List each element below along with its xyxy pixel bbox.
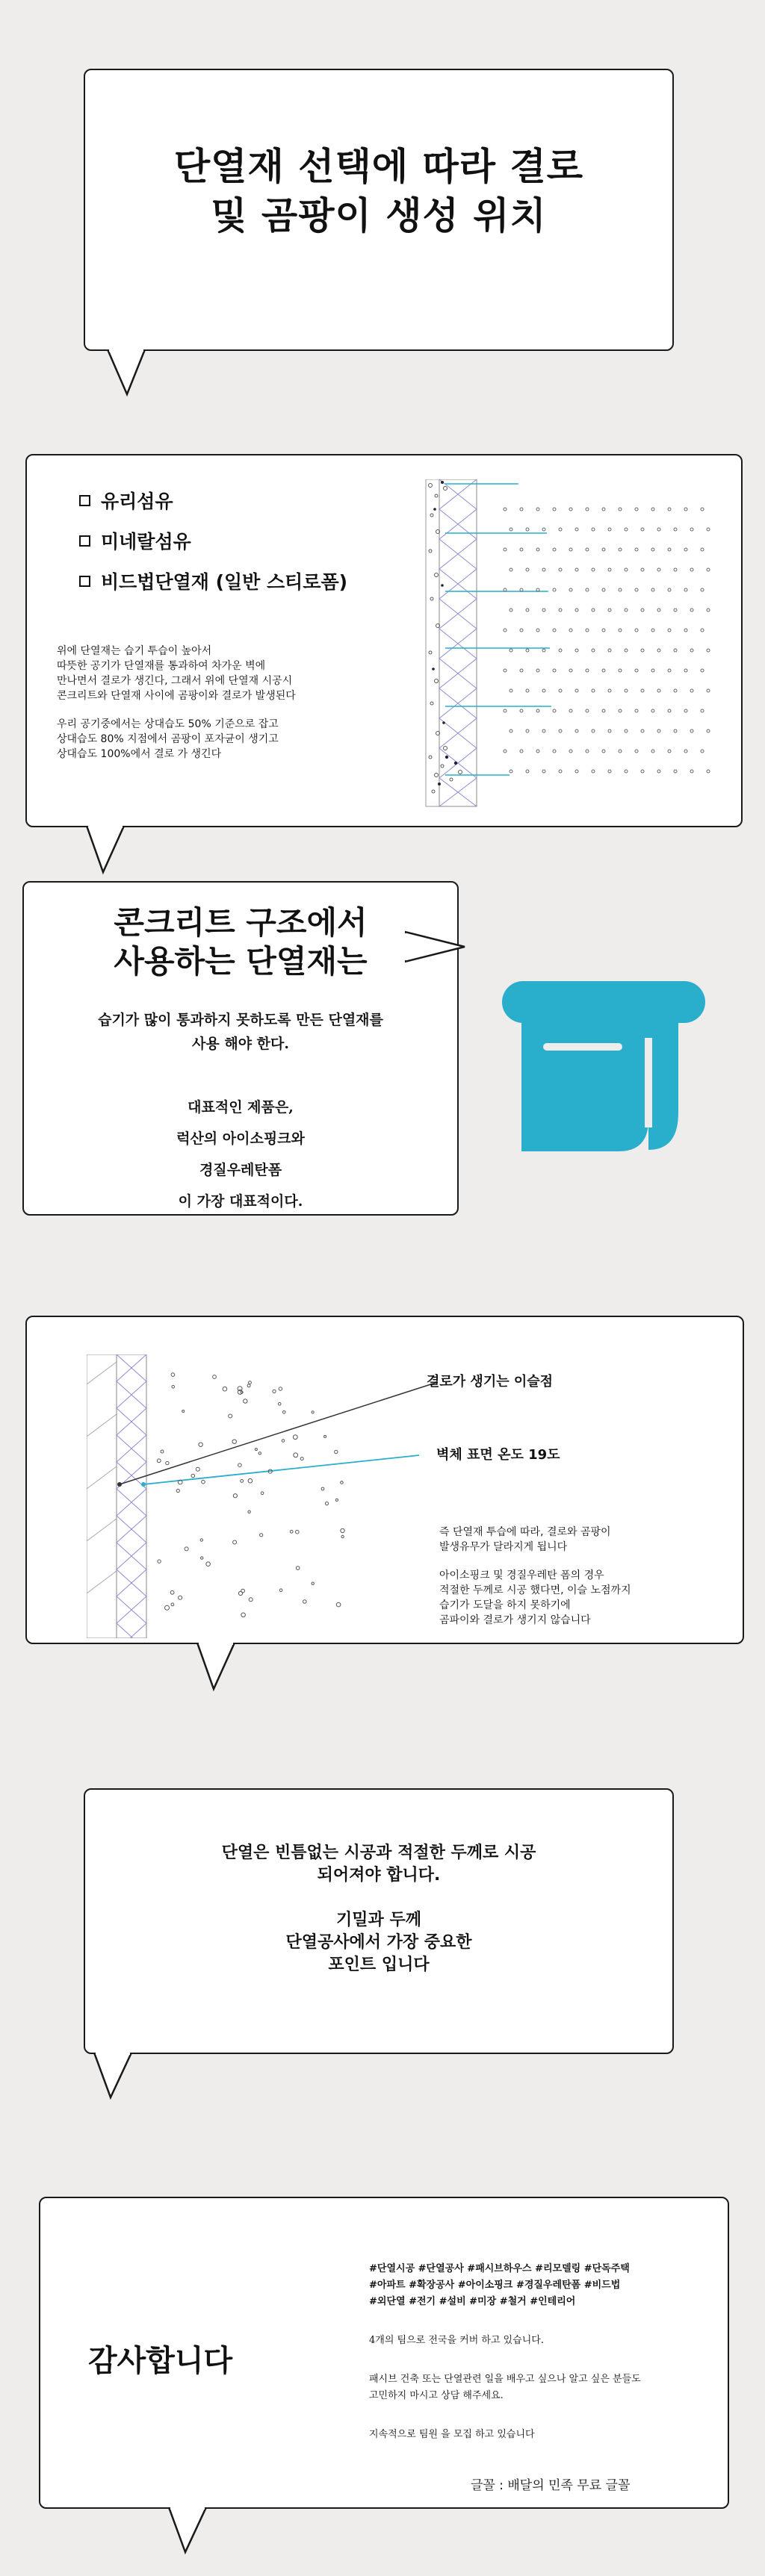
air-particle xyxy=(586,588,589,591)
air-particle xyxy=(619,669,622,672)
moisture-particle xyxy=(282,1440,285,1443)
air-particle xyxy=(536,750,539,753)
air-particle xyxy=(641,689,644,692)
air-particle xyxy=(536,629,539,632)
bubble-tail xyxy=(194,1643,239,1695)
air-particle xyxy=(707,689,710,692)
paragraph: 위에 단열재는 습기 투습이 높아서 따뜻한 공기가 단열재를 통과하여 차가운 벽에 만나면서 결로가 생긴다, 그래서 위에 단열재 시공시 콘크리트와 단열재 사이에 곰팡이와 결로가 발생된다 xyxy=(57,645,296,702)
air-particle xyxy=(526,649,529,652)
air-particle xyxy=(602,709,605,712)
moisture-particle xyxy=(233,1540,237,1544)
air-particle xyxy=(504,548,507,551)
air-particle xyxy=(701,508,704,511)
paragraph: 4개의 팀으로 전국을 커버 하고 있습니다. xyxy=(369,2335,544,2346)
moisture-particle xyxy=(247,1384,250,1387)
moisture-particle xyxy=(248,1478,253,1483)
moisture-particle xyxy=(165,1605,170,1610)
bubble-tail xyxy=(166,2507,211,2560)
air-particle xyxy=(520,709,523,712)
air-particle xyxy=(520,669,523,672)
air-particle xyxy=(641,609,644,612)
moisture-particle xyxy=(206,1562,211,1567)
air-particle xyxy=(668,588,671,591)
moisture-particle xyxy=(201,1557,203,1559)
air-particle xyxy=(602,508,605,511)
air-particle xyxy=(510,770,512,773)
air-particle xyxy=(608,729,611,732)
info-text xyxy=(369,2333,713,2465)
conclusion-text: 단열은 빈틈없는 시공과 적절한 두께로 시공 되어져야 합니다. xyxy=(221,1844,536,1885)
air-particle xyxy=(641,770,644,773)
moisture-particle xyxy=(290,1530,293,1533)
air-particle xyxy=(504,508,507,511)
air-particle xyxy=(553,669,556,672)
moisture-particle xyxy=(202,1480,205,1484)
air-particle xyxy=(619,508,622,511)
air-particle xyxy=(608,689,611,692)
air-particle xyxy=(526,568,529,571)
explanation-text xyxy=(439,1525,723,1641)
moisture-particle xyxy=(341,1528,344,1532)
towel-icon xyxy=(499,978,708,1165)
air-particle xyxy=(701,629,704,632)
moisture-particle xyxy=(158,1560,161,1563)
title-bubble xyxy=(84,69,674,351)
moisture-particle xyxy=(179,1596,182,1599)
moisture-particle xyxy=(300,1457,303,1460)
air-particle xyxy=(536,508,539,511)
paragraph: 지속적으로 팀원 을 모집 하고 있습니다 xyxy=(369,2429,535,2440)
moisture-particle xyxy=(324,1435,326,1437)
moisture-particle xyxy=(312,1582,314,1584)
air-particle xyxy=(684,669,687,672)
air-particle xyxy=(619,709,622,712)
air-particle xyxy=(542,609,545,612)
air-particle xyxy=(707,770,710,773)
insulation-types-bubble xyxy=(25,454,743,827)
moisture-particle xyxy=(161,1450,164,1453)
moisture-particle xyxy=(232,1440,236,1443)
moisture-particle xyxy=(341,1481,344,1484)
wall-section-diagram xyxy=(393,479,722,808)
air-particle xyxy=(674,689,677,692)
air-particle xyxy=(690,729,693,732)
air-particle xyxy=(526,609,529,612)
moisture-particle xyxy=(336,1602,341,1607)
air-particle xyxy=(542,729,545,732)
moisture-particle xyxy=(293,1435,297,1440)
checkbox-icon xyxy=(79,535,90,547)
air-particle xyxy=(569,669,572,672)
air-particle xyxy=(707,729,710,732)
air-particle xyxy=(635,750,638,753)
air-particle xyxy=(668,548,671,551)
moisture-particle xyxy=(238,1591,242,1595)
air-particle xyxy=(701,548,704,551)
air-particle xyxy=(684,750,687,753)
air-particle xyxy=(559,689,562,692)
moisture-particle xyxy=(182,1410,185,1413)
air-particle xyxy=(690,609,693,612)
moisture-particle xyxy=(229,1414,232,1418)
air-particle xyxy=(668,669,671,672)
air-particle xyxy=(542,770,545,773)
air-particle xyxy=(674,770,677,773)
air-particle xyxy=(657,609,660,612)
conclusion-bubble xyxy=(84,1788,674,2054)
air-particle xyxy=(619,548,622,551)
air-particle xyxy=(657,528,660,531)
air-particle xyxy=(542,689,545,692)
air-particle xyxy=(559,729,562,732)
moisture-particle xyxy=(273,1390,276,1393)
air-particle xyxy=(619,750,622,753)
air-particle xyxy=(569,629,572,632)
moisture-particle xyxy=(260,1534,263,1537)
air-particle xyxy=(608,649,611,652)
air-particle xyxy=(651,669,654,672)
air-particle xyxy=(569,750,572,753)
air-particle xyxy=(510,528,512,531)
air-particle xyxy=(690,649,693,652)
list-item: 미네랄섬유 xyxy=(79,527,347,554)
moisture-particle xyxy=(341,1535,344,1537)
air-particle xyxy=(641,528,644,531)
air-particle xyxy=(504,669,507,672)
air-particle xyxy=(542,528,545,531)
air-particle xyxy=(674,568,677,571)
air-particle xyxy=(690,528,693,531)
air-particle xyxy=(684,588,687,591)
air-particle xyxy=(635,709,638,712)
air-particle xyxy=(542,649,545,652)
air-particle xyxy=(602,750,605,753)
air-particle xyxy=(510,649,512,652)
air-particle xyxy=(657,689,660,692)
air-particle xyxy=(553,750,556,753)
air-particle xyxy=(651,588,654,591)
air-particle xyxy=(542,568,545,571)
air-particle xyxy=(657,729,660,732)
moisture-particle xyxy=(278,1402,281,1405)
air-particle xyxy=(526,729,529,732)
air-particle xyxy=(674,729,677,732)
moisture-particle xyxy=(213,1375,217,1379)
moisture-particle xyxy=(248,1511,250,1513)
concrete-insulation-bubble xyxy=(22,881,459,1216)
air-particle xyxy=(569,548,572,551)
air-particle xyxy=(510,568,512,571)
air-particle xyxy=(520,548,523,551)
moisture-particle xyxy=(200,1539,202,1541)
moisture-particle xyxy=(249,1598,253,1602)
air-particle xyxy=(684,548,687,551)
air-particle xyxy=(641,649,644,652)
air-particle xyxy=(668,629,671,632)
air-particle xyxy=(536,709,539,712)
moisture-particle xyxy=(335,1450,338,1453)
air-particle xyxy=(504,709,507,712)
air-particle xyxy=(651,629,654,632)
air-particle xyxy=(520,508,523,511)
panel-heading xyxy=(24,903,457,981)
air-particle xyxy=(625,528,628,531)
insulation-list xyxy=(79,487,347,608)
air-particle xyxy=(526,528,529,531)
air-particle xyxy=(575,609,578,612)
air-particle xyxy=(520,750,523,753)
air-particle xyxy=(526,770,529,773)
air-particle xyxy=(668,750,671,753)
paragraph: 우리 공기중에서는 상대습도 50% 기준으로 잡고 상대습도 80% 지점에서 곰팡이 포자균이 생기고 상대습도 100%에서 결로 가 생긴다 xyxy=(57,718,279,760)
list-item: 유리섬유 xyxy=(79,487,347,514)
thanks-bubble xyxy=(39,2197,729,2509)
moisture-particle xyxy=(233,1494,237,1498)
dew-point-diagram xyxy=(87,1354,445,1638)
air-particle xyxy=(592,649,595,652)
air-particle xyxy=(602,669,605,672)
air-particle xyxy=(684,629,687,632)
air-particle xyxy=(586,508,589,511)
air-particle xyxy=(575,568,578,571)
moisture-particle xyxy=(196,1467,199,1471)
air-particle xyxy=(701,709,704,712)
air-particle xyxy=(625,609,628,612)
air-particle xyxy=(553,709,556,712)
air-particle xyxy=(674,528,677,531)
heading-line: 사용하는 단열재는 xyxy=(114,943,368,980)
air-particle xyxy=(592,568,595,571)
moisture-particle xyxy=(241,1613,246,1617)
air-particle xyxy=(668,709,671,712)
air-particle xyxy=(608,770,611,773)
air-particle xyxy=(559,609,562,612)
paragraph: 패시브 건축 또는 단열관련 일을 배우고 싶으나 알고 싶은 분들도 고민하지 마시고 상담 해주세요. xyxy=(369,2374,641,2401)
air-particle xyxy=(625,649,628,652)
explanation-text xyxy=(57,644,385,775)
air-particle xyxy=(625,770,628,773)
moisture-particle xyxy=(199,1443,202,1446)
air-particle xyxy=(651,709,654,712)
air-particle xyxy=(504,750,507,753)
air-particle xyxy=(608,568,611,571)
air-particle xyxy=(504,629,507,632)
moisture-particle xyxy=(244,1399,247,1403)
air-particle xyxy=(602,629,605,632)
air-particle xyxy=(592,770,595,773)
air-particle xyxy=(559,568,562,571)
air-particle xyxy=(635,588,638,591)
air-particle xyxy=(625,729,628,732)
air-particle xyxy=(707,609,710,612)
air-particle xyxy=(651,548,654,551)
moisture-particle xyxy=(294,1453,298,1457)
air-particle xyxy=(575,528,578,531)
moisture-particle xyxy=(312,1411,314,1413)
bubble-tail xyxy=(105,349,149,402)
air-particle xyxy=(592,729,595,732)
list-item: 비드법단열재 (일반 스티로폼) xyxy=(79,567,347,594)
moisture-particle xyxy=(166,1461,169,1464)
air-particle xyxy=(586,629,589,632)
air-particle xyxy=(510,609,512,612)
air-particle xyxy=(602,548,605,551)
air-particle xyxy=(674,649,677,652)
dew-point-bubble xyxy=(25,1316,744,1644)
air-particle xyxy=(586,750,589,753)
checkbox-icon xyxy=(79,495,90,506)
air-particle xyxy=(657,649,660,652)
air-particle xyxy=(641,568,644,571)
moisture-particle xyxy=(171,1373,175,1377)
air-particle xyxy=(553,629,556,632)
paragraph: 아이소핑크 및 경질우레탄 폼의 경우 적절한 두께로 시공 했다면, 이슬 노점까지 습기가 도달을 하지 못하기에 곰파이와 결로가 생기지 않습니다 xyxy=(439,1569,631,1626)
air-particle xyxy=(651,508,654,511)
moisture-particle xyxy=(249,1381,252,1384)
hashtags: #단열시공 #단열공사 #패시브하우스 #리모델링 #단독주택 #아파트 #확장공사 #아이소핑크 #경질우레탄폼 #비드법 #외단열 #전기 #설비 #미장 #철거 #인테리어 xyxy=(369,2263,630,2307)
air-particle xyxy=(520,629,523,632)
air-particle xyxy=(707,649,710,652)
air-particle xyxy=(625,689,628,692)
air-particle xyxy=(690,568,693,571)
air-particle xyxy=(586,709,589,712)
air-particle xyxy=(635,669,638,672)
heading-line: 콘크리트 구조에서 xyxy=(114,904,368,941)
air-particle xyxy=(553,588,556,591)
moisture-particle xyxy=(171,1603,174,1606)
air-particle xyxy=(510,689,512,692)
air-particle xyxy=(641,729,644,732)
product-text: 대표적인 제품은, 럭산의 아이소핑크와 경질우레탄폼 이 가장 대표적이다. xyxy=(176,1099,305,1210)
air-particle xyxy=(657,770,660,773)
air-particle xyxy=(635,508,638,511)
air-particle xyxy=(602,588,605,591)
air-particle xyxy=(559,770,562,773)
moisture-particle xyxy=(191,1474,195,1478)
moisture-particle xyxy=(172,1385,175,1388)
font-credit: 글꼴 : 배달의 민족 무료 글꼴 xyxy=(471,2478,631,2493)
moisture-particle xyxy=(255,1449,257,1451)
air-particle xyxy=(684,508,687,511)
moisture-particle xyxy=(170,1590,174,1594)
moisture-particle xyxy=(261,1492,264,1495)
checkbox-icon xyxy=(79,576,90,587)
bubble-tail xyxy=(405,926,472,971)
moisture-particle xyxy=(296,1567,300,1570)
air-particle xyxy=(608,609,611,612)
dew-point-label: 결로가 생기는 이슬점 xyxy=(427,1374,554,1390)
air-particle xyxy=(684,709,687,712)
air-particle xyxy=(586,548,589,551)
air-particle xyxy=(553,508,556,511)
air-particle xyxy=(575,689,578,692)
air-particle xyxy=(569,709,572,712)
air-particle xyxy=(586,669,589,672)
moisture-particle xyxy=(241,1480,244,1483)
air-particle xyxy=(575,770,578,773)
air-particle xyxy=(510,729,512,732)
air-particle xyxy=(592,609,595,612)
moisture-particle xyxy=(176,1489,179,1492)
title-line-2: 및 곰팡이 생성 위치 xyxy=(211,194,547,237)
air-particle xyxy=(625,568,628,571)
air-particle xyxy=(553,548,556,551)
moisture-particle xyxy=(296,1530,300,1534)
moisture-particle xyxy=(282,1411,285,1414)
air-particle xyxy=(651,750,654,753)
air-particle xyxy=(707,568,710,571)
thanks-heading: 감사합니다 xyxy=(88,2344,233,2378)
air-particle xyxy=(701,588,704,591)
air-particle xyxy=(559,649,562,652)
moisture-particle xyxy=(303,1600,307,1604)
air-particle xyxy=(526,689,529,692)
bubble-tail xyxy=(91,2053,136,2105)
air-particle xyxy=(536,669,539,672)
air-particle xyxy=(592,689,595,692)
moisture-particle xyxy=(157,1459,161,1463)
title-line-1: 단열재 선택에 따라 결로 xyxy=(173,145,584,188)
requirement-text: 습기가 많이 통과하지 못하도록 만든 단열재를 사용 해야 한다. xyxy=(98,1012,383,1052)
air-particle xyxy=(575,649,578,652)
moisture-particle xyxy=(279,1589,282,1592)
moisture-particle xyxy=(238,1463,242,1467)
air-particle xyxy=(668,508,671,511)
moisture-particle xyxy=(258,1452,261,1455)
air-particle xyxy=(690,689,693,692)
air-particle xyxy=(701,669,704,672)
air-particle xyxy=(690,770,693,773)
air-particle xyxy=(592,528,595,531)
moisture-particle xyxy=(325,1502,328,1505)
bubble-tail xyxy=(84,826,128,878)
key-point-text: 기밀과 두께 단열공사에서 가장 중요한 포인트 입니다 xyxy=(285,1911,472,1974)
air-particle xyxy=(657,568,660,571)
moisture-particle xyxy=(335,1499,338,1501)
air-particle xyxy=(569,508,572,511)
air-particle xyxy=(608,528,611,531)
air-particle xyxy=(575,729,578,732)
air-particle xyxy=(701,750,704,753)
surface-temp-label: 벽체 표면 온도 19도 xyxy=(436,1447,560,1463)
moisture-particle xyxy=(279,1387,282,1390)
air-particle xyxy=(635,629,638,632)
air-particle xyxy=(674,609,677,612)
air-particle xyxy=(707,528,710,531)
moisture-particle xyxy=(321,1487,324,1490)
air-particle xyxy=(559,528,562,531)
air-particle xyxy=(569,588,572,591)
paragraph: 즉 단열재 투습에 따라, 결로와 곰팡이 발생유무가 달라지게 됩니다 xyxy=(439,1526,611,1553)
page-title xyxy=(85,142,672,240)
moisture-particle xyxy=(223,1387,227,1391)
air-particle xyxy=(536,548,539,551)
air-particle xyxy=(619,588,622,591)
moisture-particle xyxy=(185,1547,188,1551)
air-particle xyxy=(619,629,622,632)
air-particle xyxy=(635,548,638,551)
